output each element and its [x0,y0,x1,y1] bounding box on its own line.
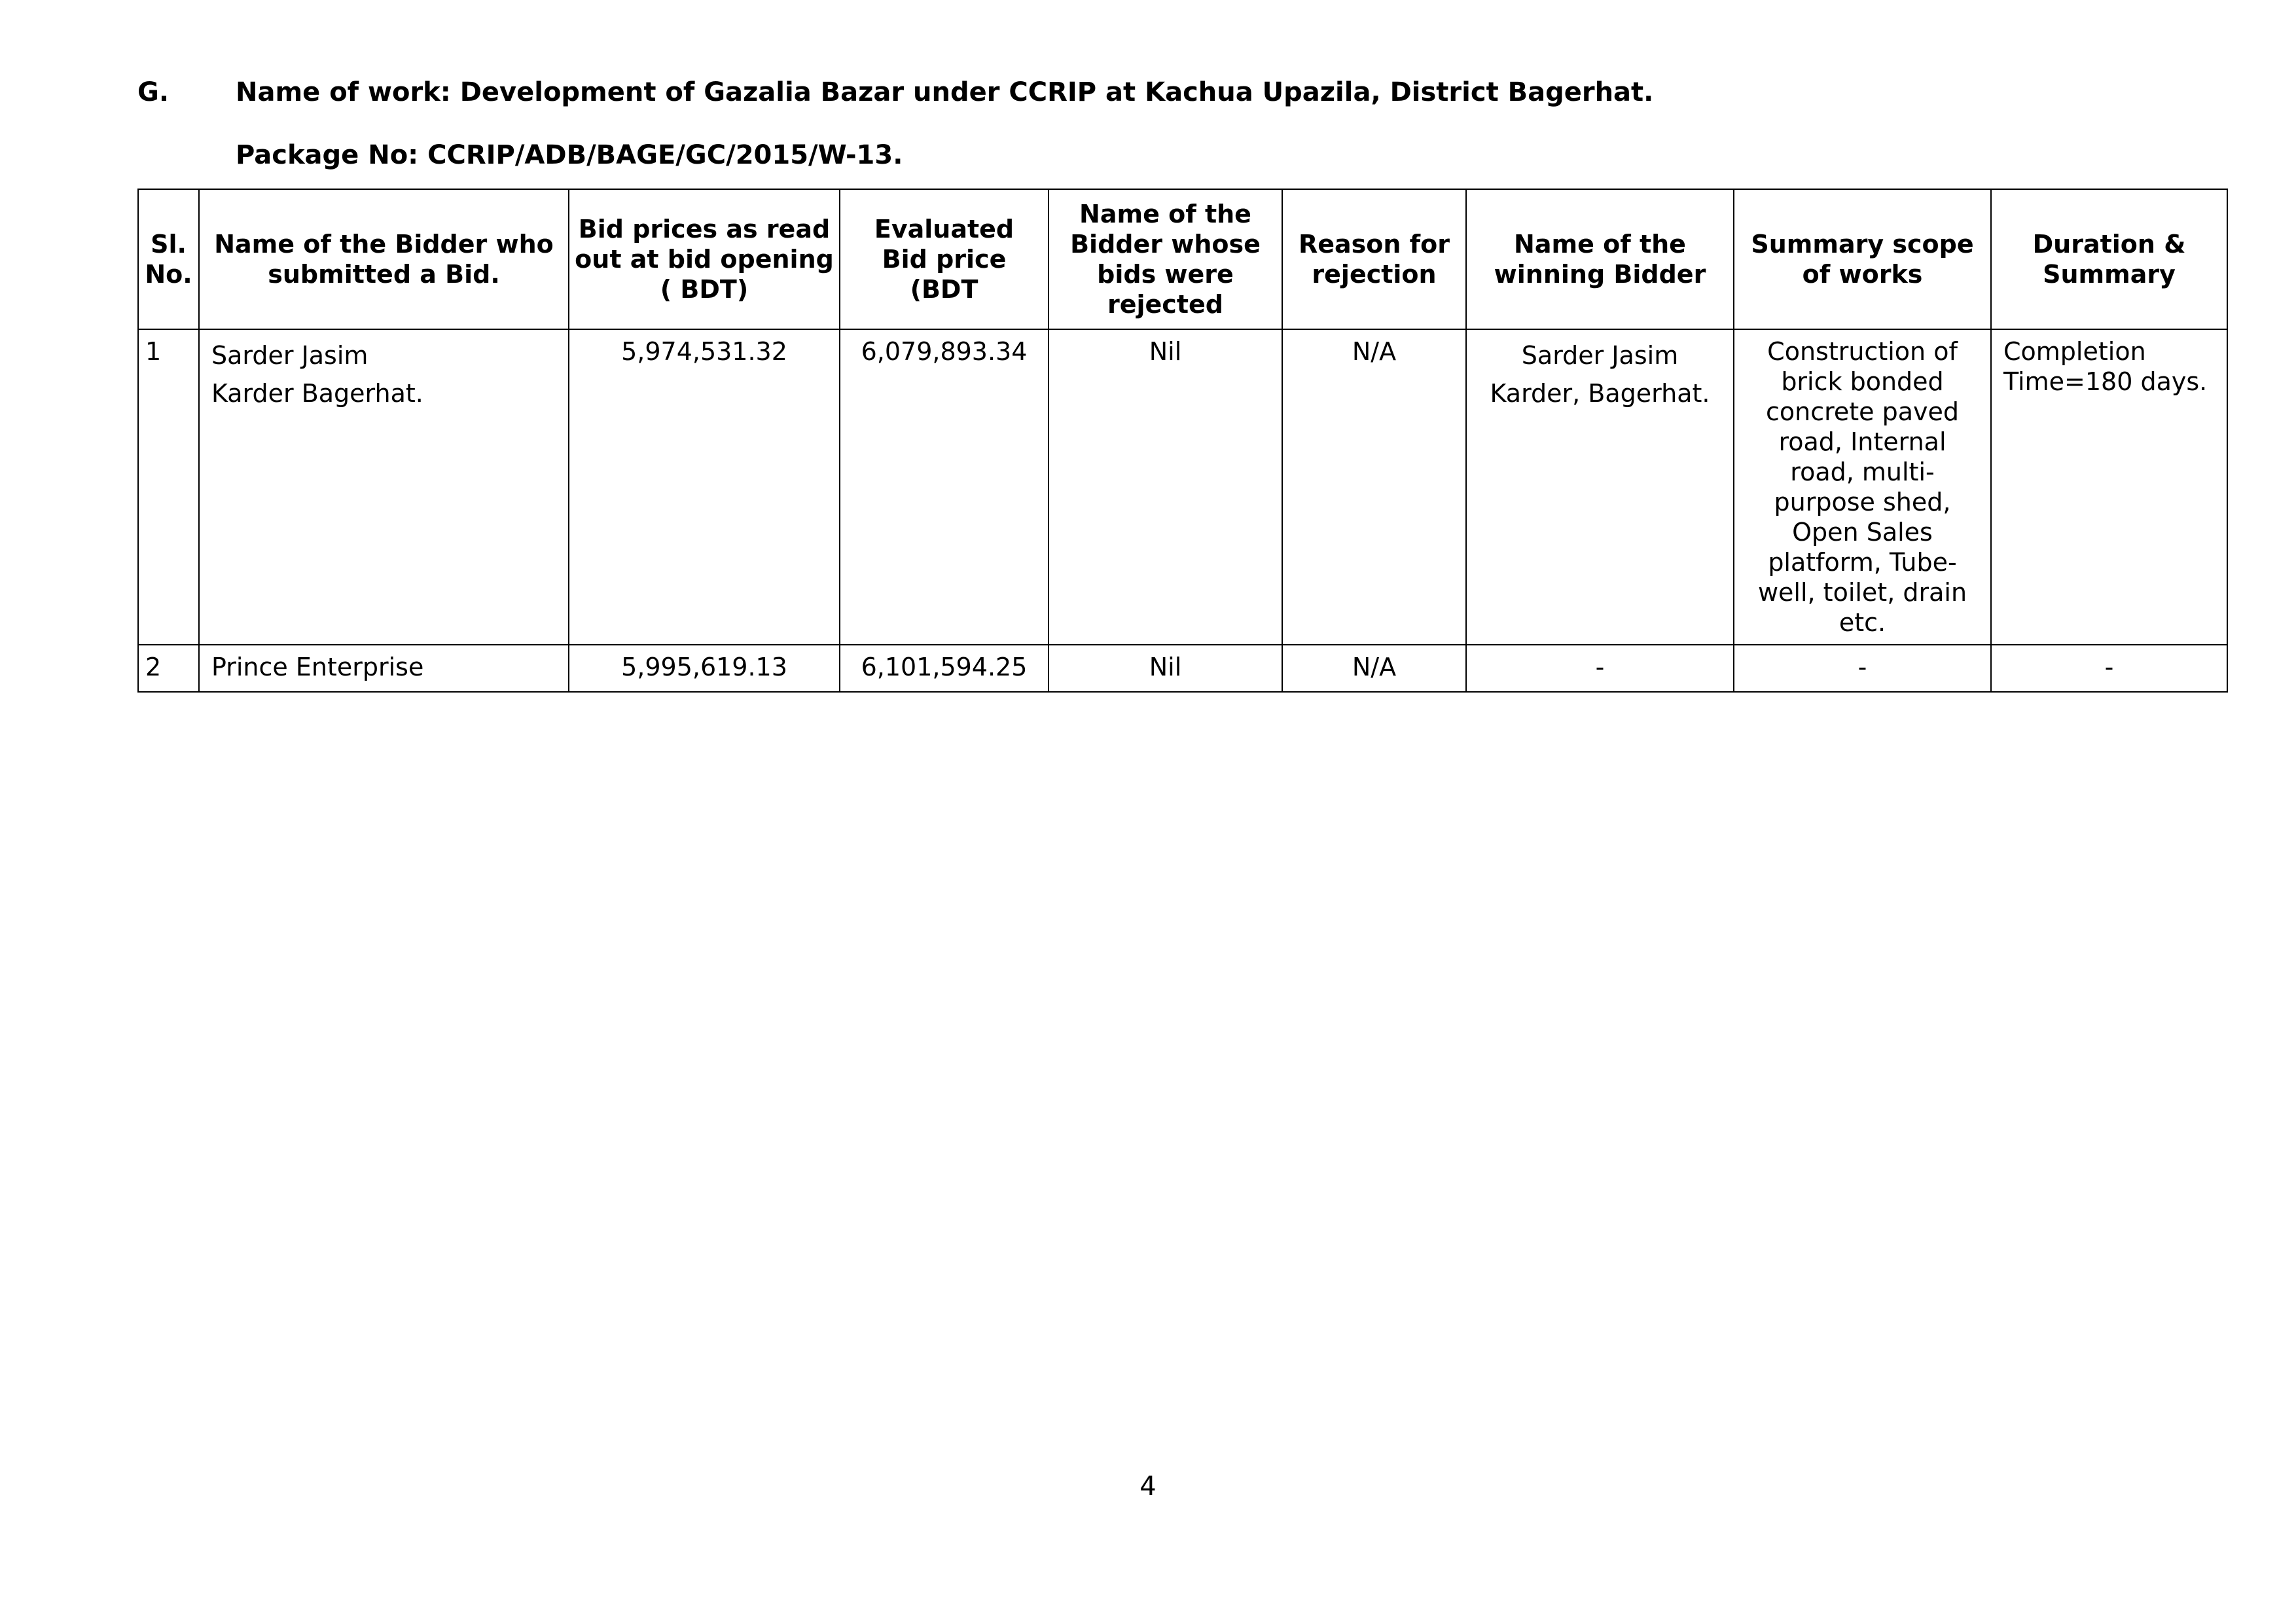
header-sl-no: Sl. No. [138,189,199,329]
header-winning-bidder: Name of the winning Bidder [1466,189,1734,329]
bid-evaluation-table [137,189,2228,693]
cell-winning-bidder: Sarder Jasim Karder, Bagerhat. [1466,329,1734,645]
cell-sl-no: 2 [138,645,199,692]
cell-winning-bidder: - [1466,645,1734,692]
page-number: 4 [1139,1471,1157,1502]
header-rejected-bidder: Name of the Bidder whose bids were rejected [1049,189,1282,329]
cell-scope-of-works: Construction of brick bonded concrete paved road, Internal road, multi- purpose shed, Open Sales platform, Tube- well, toilet, drain etc. [1734,329,1991,645]
header-evaluated-price: Evaluated Bid price (BDT [840,189,1049,329]
cell-bid-price: 5,995,619.13 [569,645,840,692]
cell-bid-price: 5,974,531.32 [569,329,840,645]
cell-bidder-name: Prince Enterprise [199,645,569,692]
cell-evaluated-price: 6,079,893.34 [840,329,1049,645]
header-rejection-reason: Reason for rejection [1282,189,1466,329]
header-bid-price: Bid prices as read out at bid opening ( BDT) [569,189,840,329]
package-number: Package No: CCRIP/ADB/BAGE/GC/2015/W-13. [236,140,903,170]
work-title: Name of work: Development of Gazalia Bazar under CCRIP at Kachua Upazila, District Bagerhat. [236,77,1654,107]
cell-bidder-name: Sarder Jasim Karder Bagerhat. [199,329,569,645]
cell-rejection-reason: N/A [1282,329,1466,645]
cell-rejected-bidder: Nil [1049,645,1282,692]
table-row [138,645,2227,692]
cell-rejected-bidder: Nil [1049,329,1282,645]
header-duration: Duration & Summary [1991,189,2227,329]
cell-duration: Completion Time=180 days. [1991,329,2227,645]
cell-sl-no: 1 [138,329,199,645]
cell-rejection-reason: N/A [1282,645,1466,692]
header-scope-of-works: Summary scope of works [1734,189,1991,329]
cell-evaluated-price: 6,101,594.25 [840,645,1049,692]
table-row [138,329,2227,645]
cell-scope-of-works: - [1734,645,1991,692]
section-letter: G. [137,77,170,107]
cell-duration: - [1991,645,2227,692]
table-header-row [138,189,2227,329]
header-bidder-name: Name of the Bidder who submitted a Bid. [199,189,569,329]
